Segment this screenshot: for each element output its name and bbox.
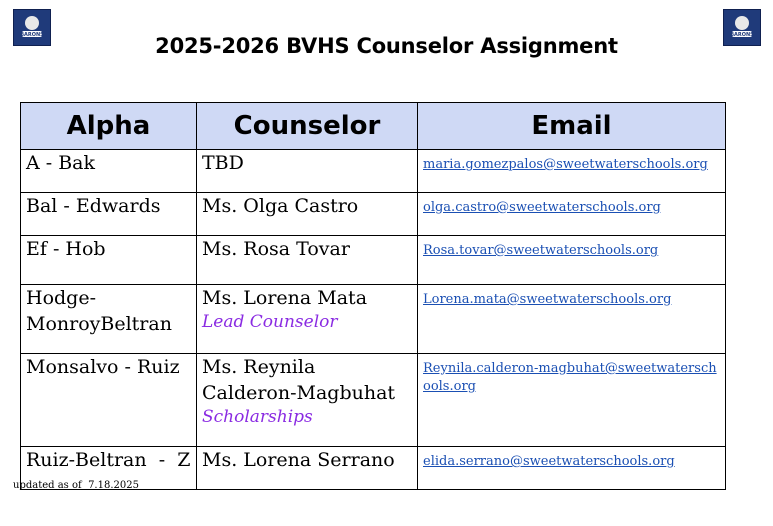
alpha-range: A - Bak [21, 150, 197, 193]
counselor-cell [197, 285, 418, 354]
email-cell [418, 236, 726, 285]
counselor-cell [197, 447, 418, 490]
email-link[interactable]: olga.castro@sweetwaterschools.org [423, 200, 661, 215]
table-row [21, 236, 726, 285]
counselor-name: Ms. Reynila Calderon-Magbuhat [202, 356, 396, 404]
email-link[interactable]: elida.serrano@sweetwaterschools.org [423, 454, 675, 469]
counselor-cell [197, 193, 418, 236]
email-cell [418, 193, 726, 236]
table-row [21, 150, 726, 193]
email-cell [418, 150, 726, 193]
counselor-role: Scholarships [202, 407, 313, 427]
alpha-range: Ruiz-Beltran - Z [21, 447, 197, 490]
counselor-name: Ms. Olga Castro [202, 195, 359, 217]
email-link[interactable]: Reynila.calderon-magbuhat@sweetwaterschools.org [423, 361, 717, 394]
email-cell [418, 354, 726, 447]
table-header-row [21, 103, 726, 150]
alpha-range: Hodge-MonroyBeltran [21, 285, 197, 354]
counselor-cell [197, 354, 418, 447]
counselor-cell [197, 150, 418, 193]
counselor-role: Lead Counselor [202, 312, 338, 332]
email-link[interactable]: Lorena.mata@sweetwaterschools.org [423, 292, 672, 307]
email-link[interactable]: Rosa.tovar@sweetwaterschools.org [423, 243, 659, 258]
email-link[interactable]: maria.gomezpalos@sweetwaterschools.org [423, 157, 708, 172]
alpha-range: Bal - Edwards [21, 193, 197, 236]
email-cell [418, 447, 726, 490]
page-title: 2025-2026 BVHS Counselor Assignment [155, 34, 618, 58]
header-email: Email [418, 103, 726, 150]
counselor-name: Ms. Lorena Mata [202, 287, 368, 309]
email-cell [418, 285, 726, 354]
counselor-name: Ms. Lorena Serrano [202, 449, 395, 471]
table-row [21, 285, 726, 354]
counselor-cell [197, 236, 418, 285]
counselor-table [20, 102, 726, 490]
counselor-name: TBD [202, 152, 244, 174]
table-row [21, 193, 726, 236]
svg-text:BARONS: BARONS [20, 32, 44, 38]
svg-text:BARONS: BARONS [730, 32, 754, 38]
header-counselor: Counselor [197, 103, 418, 150]
counselor-name: Ms. Rosa Tovar [202, 238, 350, 260]
table-row [21, 354, 726, 447]
header-alpha: Alpha [21, 103, 197, 150]
alpha-range: Ef - Hob [21, 236, 197, 285]
alpha-range: Monsalvo - Ruiz [21, 354, 197, 447]
updated-note: updated as of 7.18.2025 [13, 480, 139, 491]
